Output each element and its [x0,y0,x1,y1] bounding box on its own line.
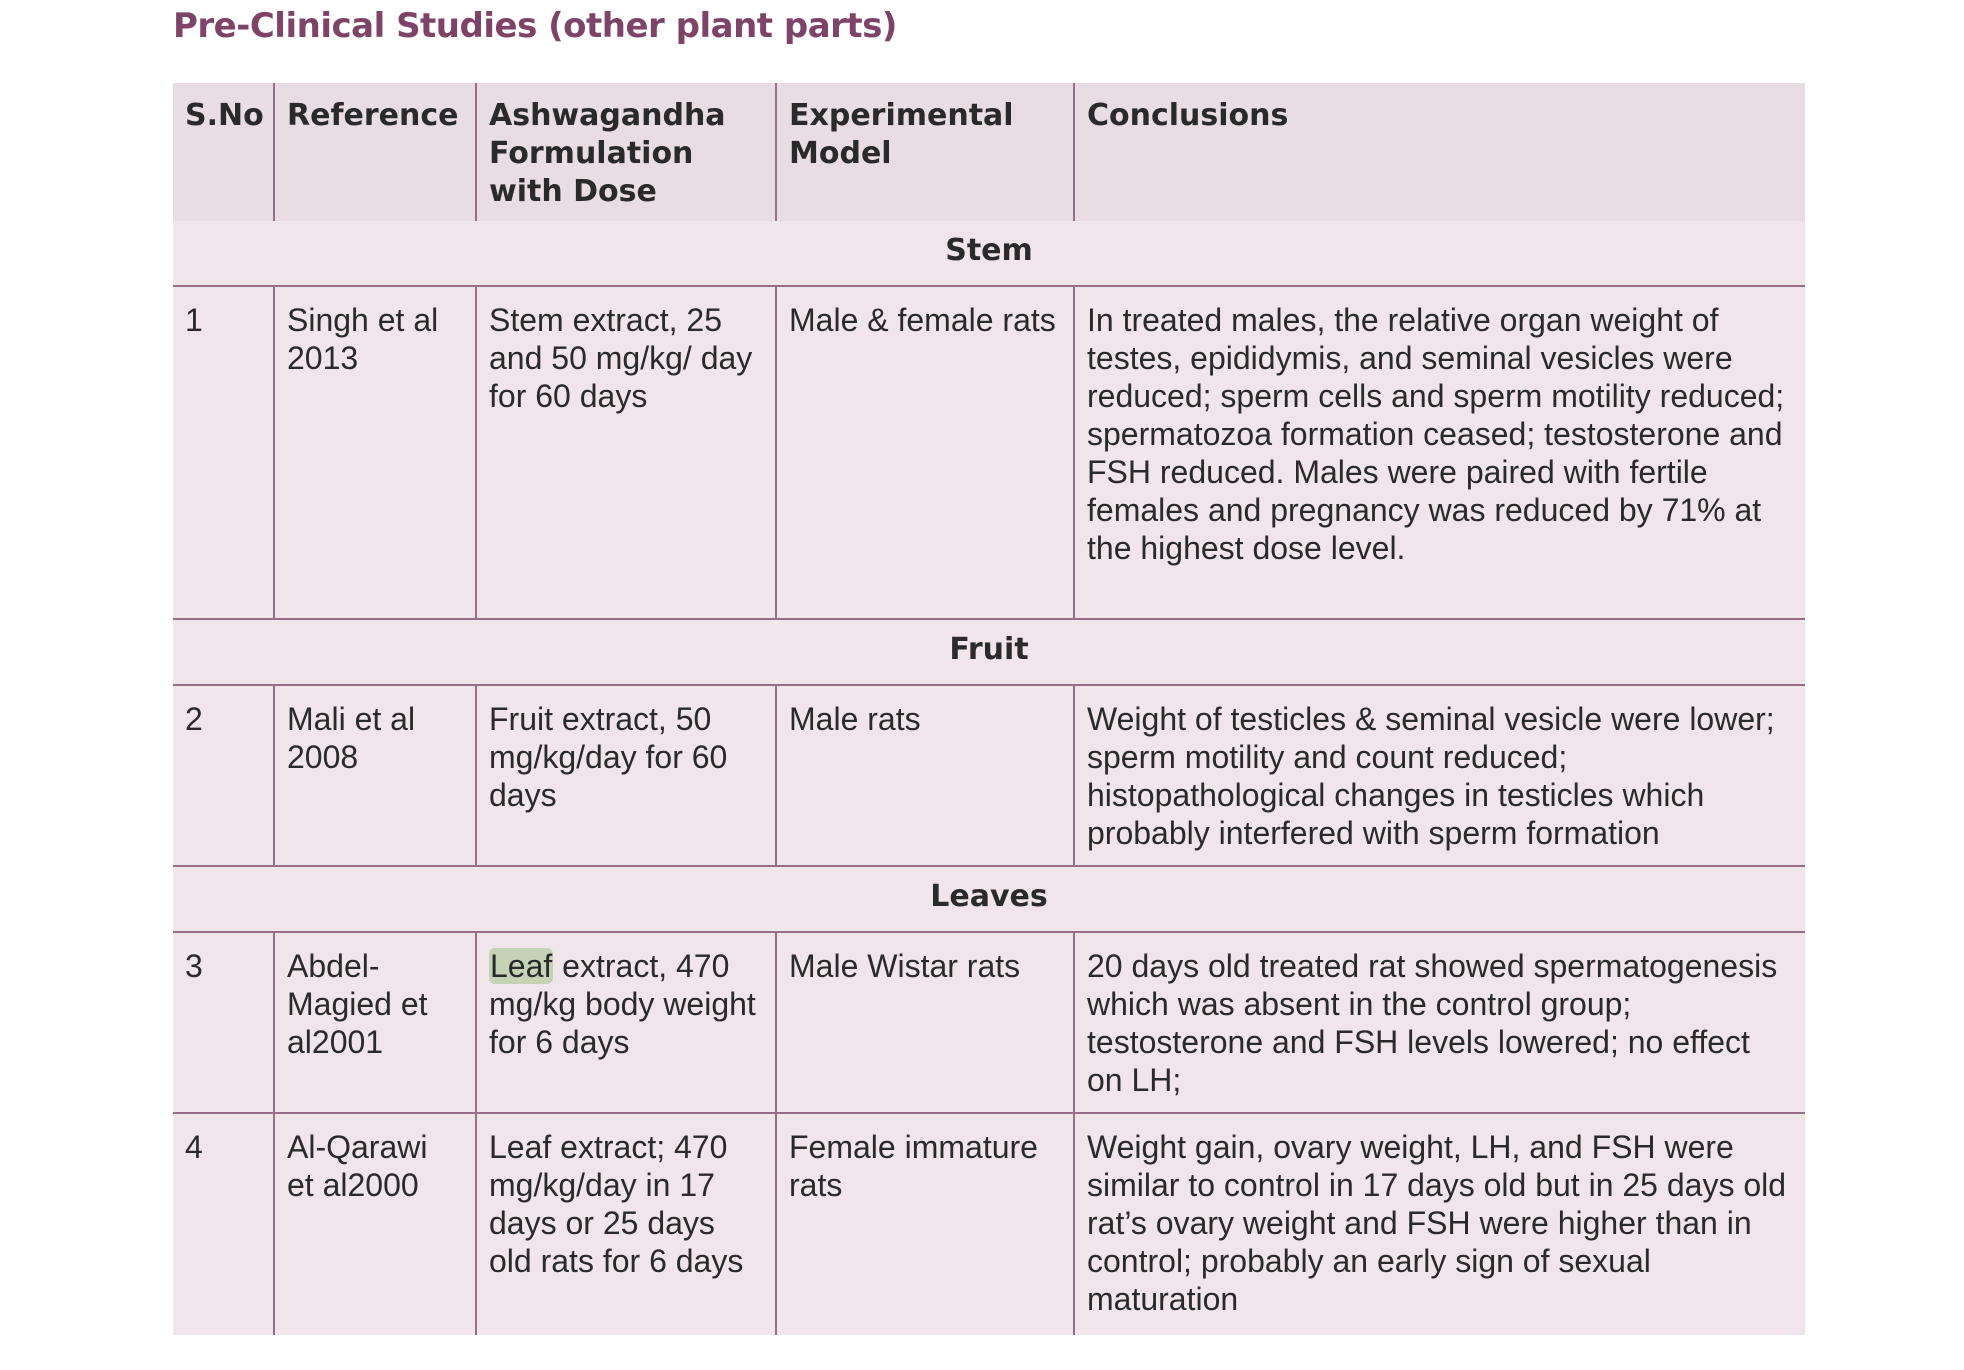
cell-reference: Abdel-Magied et al2001 [274,932,476,1113]
highlighted-text: Leaf [490,948,553,984]
cell-sno: 4 [173,1113,274,1335]
header-row [173,83,1805,221]
table-row [173,685,1805,866]
table-row [173,1113,1805,1335]
section-row-stem [173,221,1805,286]
cell-model: Female immature rats [776,1113,1074,1335]
cell-conclusions: In treated males, the relative organ weight of testes, epididymis, and seminal vesicles were reduced; sperm cells and sperm motility reduced; spermatozoa formation ceased; testosterone and FSH reduced. Males were paired with fertile females and pregnancy was reduced by 71% at the highest dose level. [1074,286,1805,619]
cell-formulation: Stem extract, 25 and 50 mg/kg/ day for 60 days [476,286,776,619]
header-reference: Reference [274,83,476,221]
cell-sno: 3 [173,932,274,1113]
cell-formulation [476,932,776,1113]
page-title: Pre-Clinical Studies (other plant parts) [173,6,897,46]
cell-formulation: Leaf extract; 470 mg/kg/day in 17 days or 25 days old rats for 6 days [476,1113,776,1335]
cell-model: Male Wistar rats [776,932,1074,1113]
table-row [173,286,1805,619]
table-row [173,932,1805,1113]
cell-model: Male & female rats [776,286,1074,619]
header-formulation: Ashwagandha Formulation with Dose [476,83,776,221]
cell-reference: Singh et al 2013 [274,286,476,619]
section-label: Fruit [173,619,1805,685]
cell-reference: Al-Qarawi et al2000 [274,1113,476,1335]
section-label: Stem [173,221,1805,286]
header-sno: S.No [173,83,274,221]
cell-conclusions: Weight of testicles & seminal vesicle were lower; sperm motility and count reduced; histopathological changes in testicles which probably interfered with sperm formation [1074,685,1805,866]
section-row-leaves [173,866,1805,932]
section-row-fruit [173,619,1805,685]
cell-model: Male rats [776,685,1074,866]
studies-table [173,83,1805,1335]
header-conclusions: Conclusions [1074,83,1805,221]
cell-conclusions: Weight gain, ovary weight, LH, and FSH were similar to control in 17 days old but in 25 days old rat’s ovary weight and FSH were higher than in control; probably an early sign of sexual maturation [1074,1113,1805,1335]
formulation-text: extract, 470 mg/kg body weight for 6 days [489,948,756,1060]
cell-formulation: Fruit extract, 50 mg/kg/day for 60 days [476,685,776,866]
cell-sno: 2 [173,685,274,866]
section-label: Leaves [173,866,1805,932]
cell-conclusions: 20 days old treated rat showed spermatogenesis which was absent in the control group; testosterone and FSH levels lowered; no effect on LH; [1074,932,1805,1113]
header-model: Experimental Model [776,83,1074,221]
cell-sno: 1 [173,286,274,619]
cell-reference: Mali et al 2008 [274,685,476,866]
